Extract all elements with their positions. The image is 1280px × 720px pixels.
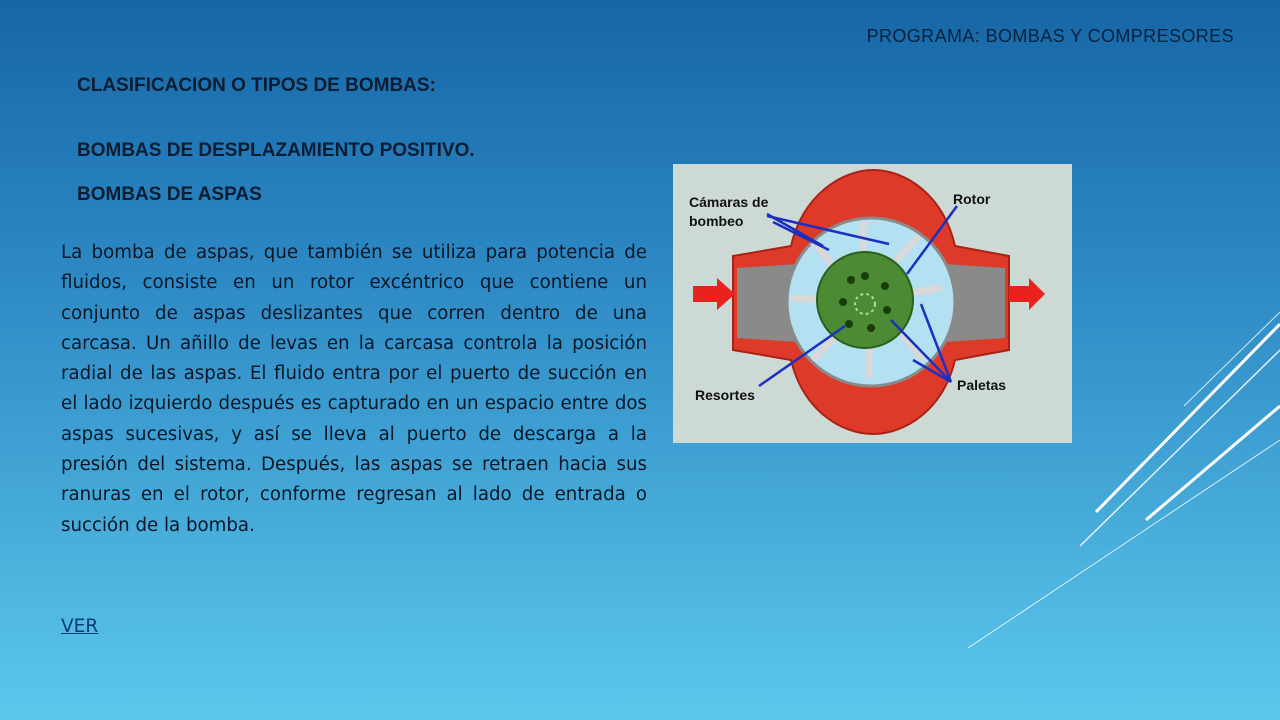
ver-link[interactable]: VER [61, 616, 99, 637]
outlet-arrow [1009, 278, 1045, 310]
program-title: PROGRAMA: BOMBAS Y COMPRESORES [866, 26, 1234, 46]
positive-displacement-heading: BOMBAS DE DESPLAZAMIENTO POSITIVO. [77, 140, 475, 161]
rotor [817, 252, 913, 348]
label-chambers-2: bombeo [689, 213, 744, 229]
vane-pump-diagram [673, 164, 1072, 443]
label-vanes: Paletas [957, 377, 1007, 393]
label-rotor: Rotor [953, 191, 991, 207]
vane-pumps-heading: BOMBAS DE ASPAS [77, 184, 262, 205]
description-paragraph: La bomba de aspas, que también se utiliza para potencia de fluidos, consiste en un rotor excéntrico que contiene un conjunto de aspas deslizantes que corren dentro de una carcasa. Un añillo de levas en la carcasa controla la posición radial de las aspas. El fluido entra por el puerto de succión en el lado izquierdo después es capturado en un espacio entre dos aspas sucesivas, y así se lleva al puerto de descarga a la presión del sistema. Después, las aspas se retraen hacia sus ranuras en el rotor, conforme regresan al lado de entrada o succión de la bomba. [61, 242, 647, 536]
label-springs: Resortes [695, 387, 755, 403]
classification-heading: CLASIFICACION O TIPOS DE BOMBAS: [77, 75, 436, 96]
inlet-arrow [693, 278, 735, 310]
label-chambers-1: Cámaras de [689, 194, 769, 210]
